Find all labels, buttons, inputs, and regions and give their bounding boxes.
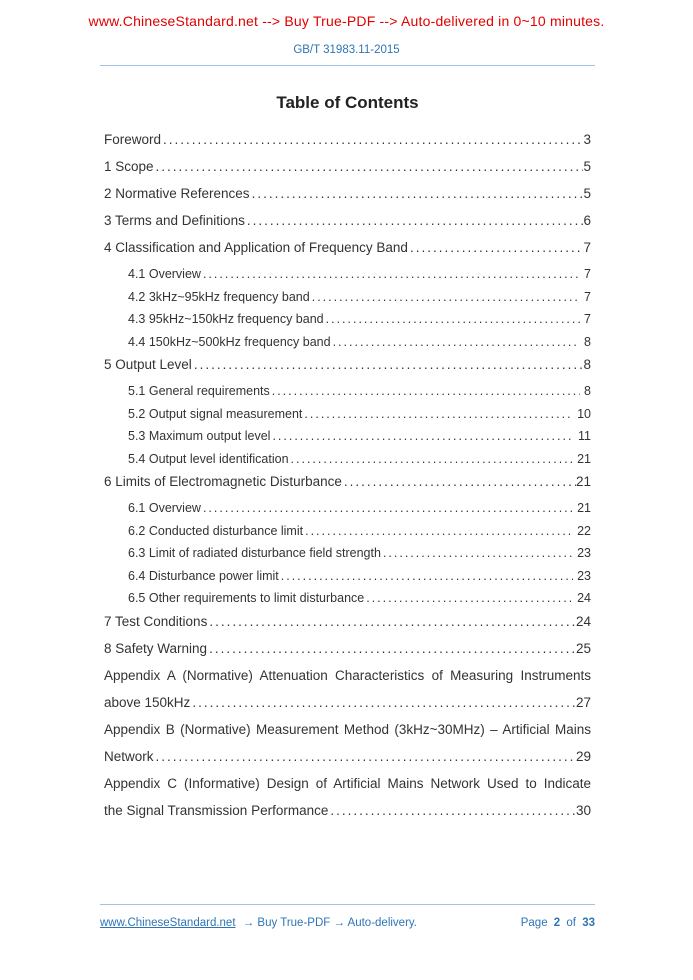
toc-entry	[104, 240, 591, 255]
toc-entry-label: above 150kHz	[104, 694, 191, 710]
dot-leader	[330, 803, 576, 818]
toc-entry-label: 4.3 95kHz~150kHz frequency band	[128, 312, 324, 326]
toc-entry-label: 6.5 Other requirements to limit disturbance	[128, 591, 365, 605]
toc-entry	[104, 695, 591, 710]
toc-entry-label: 1 Scope	[104, 159, 154, 174]
toc-entry-page: 5	[583, 159, 591, 174]
toc-entry-label: 6.1 Overview	[128, 501, 201, 515]
toc-entry	[104, 213, 591, 228]
toc-entry	[104, 159, 591, 174]
toc-entry-label: 5.1 General requirements	[128, 384, 270, 398]
toc-entry-page: 21	[575, 474, 591, 489]
toc-entry	[128, 290, 591, 304]
toc-entry	[128, 569, 591, 583]
toc-entry	[128, 407, 591, 421]
dot-leader	[304, 407, 573, 421]
dot-leader	[366, 591, 573, 605]
toc-entry	[128, 452, 591, 466]
toc-entry	[104, 357, 591, 372]
toc-entry-appendix-line1: Appendix A (Normative) Attenuation Characteristics of Measuring Instruments	[104, 667, 591, 683]
dot-leader	[156, 159, 584, 174]
page-indicator-of: of	[566, 917, 576, 929]
toc-entry	[128, 429, 591, 443]
toc-entry-page: 27	[575, 694, 591, 710]
toc-entry-page: 8	[584, 334, 591, 349]
toc-entry	[128, 501, 591, 515]
toc-entry-page: 21	[577, 501, 591, 515]
toc-entry-label: 4 Classification and Application of Frequency Band	[104, 240, 408, 255]
toc-entry-page: 7	[583, 240, 591, 255]
toc-entry	[104, 614, 591, 629]
toc-entry-label: 3 Terms and Definitions	[104, 213, 245, 228]
toc-entry-label: 5.4 Output level identification	[128, 451, 289, 466]
header-banner: www.ChineseStandard.net --> Buy True-PDF --> Auto-delivered in 0~10 minutes.	[88, 13, 605, 29]
page-indicator	[518, 917, 595, 929]
dot-leader	[383, 546, 573, 560]
dot-leader	[312, 290, 580, 304]
toc-entry-page: 25	[575, 640, 591, 656]
dot-leader	[247, 213, 584, 228]
page-indicator-total: 33	[582, 917, 595, 929]
toc-entry-label: 4.2 3kHz~95kHz frequency band	[128, 289, 310, 304]
dot-leader	[281, 569, 573, 583]
dot-leader	[194, 357, 584, 372]
toc-entry-label: 5 Output Level	[104, 357, 192, 372]
toc-entry-page: 29	[575, 748, 591, 764]
toc-entry	[104, 474, 591, 489]
toc-entry-label: 5.3 Maximum output level	[128, 429, 271, 443]
toc-entry	[128, 384, 591, 398]
dot-leader	[203, 267, 580, 281]
toc-entry-label: 5.2 Output signal measurement	[128, 406, 303, 421]
toc-entry-label: 4.4 150kHz~500kHz frequency band	[128, 334, 331, 349]
toc-entry-appendix-line1: Appendix B (Normative) Measurement Method (3kHz~30MHz) – Artificial Mains	[104, 721, 591, 737]
toc-entry-page: 22	[577, 523, 591, 538]
dot-leader	[192, 695, 576, 710]
toc-entry	[128, 335, 591, 349]
toc-entry-page: 8	[583, 357, 591, 372]
page-footer	[100, 904, 595, 929]
toc-entry	[104, 132, 591, 147]
toc-entry-page: 7	[584, 289, 591, 304]
dot-leader	[272, 384, 580, 398]
toc-entry	[104, 749, 591, 764]
footer-text	[100, 917, 417, 929]
toc-entry-label: Network	[104, 748, 154, 764]
dot-leader	[410, 240, 584, 255]
toc-entry-page: 11	[578, 429, 591, 443]
toc-entry-page: 23	[577, 546, 591, 560]
table-of-contents	[100, 132, 595, 818]
toc-entry-label: 4.1 Overview	[128, 267, 201, 281]
footer-tagline: → Buy True-PDF → Auto-delivery.	[242, 917, 417, 929]
toc-entry	[128, 267, 591, 281]
toc-entry-page: 30	[575, 802, 591, 818]
page-indicator-label: Page	[520, 917, 548, 929]
toc-entry-page: 8	[584, 384, 591, 398]
dot-leader	[344, 474, 576, 489]
dot-leader	[203, 501, 573, 515]
toc-entry	[128, 591, 591, 605]
toc-entry	[104, 641, 591, 656]
toc-entry-label: 6.4 Disturbance power limit	[128, 568, 279, 583]
footer-link[interactable]: www.ChineseStandard.net	[100, 917, 236, 929]
toc-entry-label: 7 Test Conditions	[104, 613, 208, 629]
toc-entry-page: 10	[577, 406, 591, 421]
toc-entry-page: 21	[577, 451, 591, 466]
dot-leader	[252, 186, 584, 201]
toc-entry	[128, 524, 591, 538]
toc-entry-appendix-line1: Appendix C (Informative) Design of Artificial Mains Network Used to Indicate	[104, 775, 591, 791]
toc-entry-page: 7	[584, 312, 591, 326]
dot-leader	[209, 641, 576, 656]
toc-entry-label: 6 Limits of Electromagnetic Disturbance	[104, 474, 342, 489]
doc-number: GB/T 31983.11-2015	[293, 44, 400, 56]
dot-leader	[156, 749, 576, 764]
dot-leader	[333, 335, 580, 349]
toc-entry	[128, 546, 591, 560]
toc-entry-label: 2 Normative References	[104, 186, 250, 201]
dot-leader	[305, 524, 573, 538]
dot-leader	[272, 429, 574, 443]
page-indicator-current: 2	[553, 917, 561, 929]
toc-entry	[104, 186, 591, 201]
toc-entry-label: the Signal Transmission Performance	[104, 802, 329, 818]
toc-entry-page: 23	[577, 568, 591, 583]
toc-entry	[104, 803, 591, 818]
toc-entry-page: 3	[583, 132, 591, 147]
toc-entry-label: Foreword	[104, 132, 162, 147]
dot-leader	[209, 614, 576, 629]
toc-entry-page: 6	[583, 213, 591, 228]
toc-entry-label: 6.2 Conducted disturbance limit	[128, 523, 304, 538]
page-header	[0, 0, 693, 56]
dot-leader	[163, 132, 583, 147]
toc-entry	[128, 312, 591, 326]
toc-entry-page: 24	[575, 613, 591, 629]
toc-entry-page: 24	[577, 591, 591, 605]
toc-entry-page: 7	[584, 267, 591, 281]
page-title: Table of Contents	[276, 93, 419, 112]
toc-entry-label: 8 Safety Warning	[104, 640, 208, 656]
header-divider	[100, 65, 595, 66]
toc-entry-page: 5	[583, 186, 591, 201]
dot-leader	[291, 452, 574, 466]
toc-entry-label: 6.3 Limit of radiated disturbance field strength	[128, 546, 381, 560]
dot-leader	[326, 312, 580, 326]
